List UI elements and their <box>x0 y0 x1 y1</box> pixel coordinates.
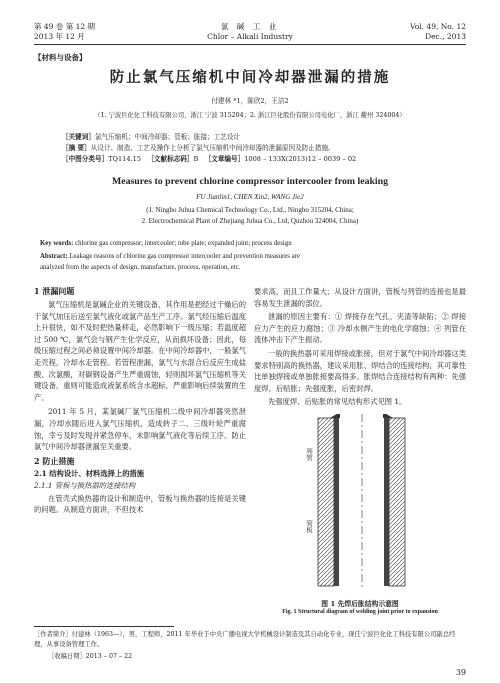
left-column <box>34 286 246 516</box>
footnote-received-date: ［收稿日期］2013 – 07 – 22 <box>48 653 133 660</box>
keywords-en <box>40 240 460 247</box>
header-vol-en: Vol. 49, No. 12 <box>410 22 466 31</box>
paper-title-en: Measures to prevent chlorine compressor intercooler from leaking <box>112 176 388 187</box>
paper-title-cn: 防止氯气压缩机中间冷却器泄漏的措施 <box>109 69 391 86</box>
clc-value: TQ114.15 <box>108 155 142 163</box>
right-paragraph-2: 泄漏的原因主要有：① 焊接存在气孔、夹渣等缺陷；② 焊接应力产生的应力腐蚀；③ 冷却水侧产生的电化学腐蚀；④ 列管在流体冲击下产生振动。 <box>254 312 466 345</box>
category-tag: 【材料与设备】 <box>34 53 87 62</box>
article-no-value: 1008 – 133X(2013)12 – 0039 – 02 <box>244 155 357 163</box>
left-paragraph-2: 2011 年 5 月，某氯碱厂氯气压缩机二级中间冷却器突然泄漏，冷却水随后进入氯气压缩机，造成转子二、三级叶轮严重腐蚀，幸亏及时发现并紧急停车，未影响氯气液化等后续工序。防止氯气中间冷却器泄漏至关重要。 <box>34 407 246 452</box>
figure-label-plate: 管板 <box>305 520 313 533</box>
footnote-rule <box>34 626 174 627</box>
figure-label-tube: 列管 <box>305 448 313 461</box>
doc-code-value: B <box>193 155 199 163</box>
figure-caption-cn: 图 1 先焊后胀结构示意图 <box>321 600 399 608</box>
keywords-en-text: chlorine gas compressor; intercooler; tube plate; expanded joint; process design <box>75 240 292 247</box>
header-rule <box>34 44 466 45</box>
keywords-cn-text: 氯气压缩机；中间冷却器；管板；胀接；工艺设计 <box>94 133 241 141</box>
affiliation-cn: （1. 宁波巨化化工科技有限公司，浙江 宁波 315204；2. 浙江巨化股份有限公司电化厂，浙江 衢州 324004） <box>94 112 406 119</box>
abstract-en-2: analyzed from the aspects of design, manufacture, process, operation, etc. <box>40 264 241 271</box>
authors-cn: 付建林 *1，陈欣2，王洁2 <box>211 97 289 105</box>
left-paragraph-3: 在管壳式换热器的设计和制造中，管板与换热器的连接是关键的问题。从制造方面讲，不但技术 <box>34 493 246 515</box>
tube-wall-right <box>384 418 389 586</box>
footnote-author-bio: ［作者简介］付建林（1963—），男，工程师，2011 年毕业于中央广播电视大学机械设计制造及其自动化专业，现任宁波巨化化工科技有限公司副总经理，从事设备管理工作。 <box>34 631 456 648</box>
abstract-cn-label: ［摘 要］ <box>62 144 91 152</box>
tube-plate-shape <box>318 418 334 586</box>
doc-code-label: ［文献标志码］ <box>147 155 194 163</box>
figure-1-diagram <box>300 414 440 592</box>
clc-label: ［中图分类号］ <box>62 155 109 163</box>
section-2-1-1-heading: 2.1.1 管板与换热器的连接结构 <box>34 480 136 490</box>
authors-en: FU Jianlin1, CHEN Xin2, WANG Jie2 <box>196 193 304 201</box>
section-2-heading: 2 防止措施 <box>34 455 75 466</box>
figure-caption-en: Fig. 1 Structural diagram of welding joint prior to expansion <box>282 609 438 615</box>
page-number: 39 <box>455 668 466 677</box>
abstract-en-label: Abstract: <box>40 253 68 260</box>
tube-wall-left <box>334 418 339 586</box>
article-no-label: ［文章编号］ <box>204 155 245 163</box>
right-paragraph-4: 先强度焊、后贴胀的常见结构形式见图 1。 <box>268 397 407 407</box>
tube-plate-right <box>389 418 405 586</box>
section-1-heading: 1 泄漏问题 <box>34 286 75 296</box>
right-paragraph-1: 要求高，而且工作量大；从设计方面讲，管板与列管的连接也是最容易发生泄漏的部位。 <box>254 287 466 308</box>
affiliation-en-1: (1. Ningbo Juhua Chemical Technology Co., Ltd., Ningbo 315204, China; <box>146 206 354 214</box>
weld-bead <box>330 414 393 418</box>
header-date-en: Dec., 2013 <box>425 32 466 41</box>
classification-line <box>62 154 482 165</box>
header-journal-cn: 氯 碱 工 业 <box>220 22 280 31</box>
abstract-cn-text: 从设计、制造、工艺及操作上分析了氯气压缩机中间冷却器的泄漏原因及防止措施。 <box>90 144 335 152</box>
right-paragraph-3: 一般的换热器可采用焊接或胀接，但对于氯气中间冷却器这类要求特别高的换热器，建议采用胀、焊结合的连接结构，其可靠性比单独焊接或单独胀接要高得多。胀焊结合连接结构有两种：先强度焊，后贴胀；先强度胀，后密封焊。 <box>254 348 466 393</box>
keywords-cn-label: ［关键词］ <box>62 133 95 141</box>
abstract-en-text-1: Leakage reasons of chlorine gas compressor intercooler and prevention measures are <box>69 253 300 260</box>
affiliation-en-2: 2. Electrochemical Plant of Zhejiang Juhua Co., Ltd, Quzhou 324004, China) <box>141 217 359 225</box>
left-paragraph-1: 氯气压缩机是氯碱企业的关键设备，其作用是把经过干燥后的干氯气加压后送至氯气液化或氯产品生产工序。氯气经压缩后温度上升很快，如不及时把热量移走，必然影响下一级压缩；若温度超过 500 ℃，氯气会与钢产生化学反应，从而损坏设备；因此，每级压缩过程之间必须设置中间冷却器。在中间冷却器中，一般氯气走壳程，冷却水走管程。若管程泄漏，氯气与水混合后反应生成盐酸、次氯酸，对碳钢设备产生严重腐蚀，轻则损坏氯气压缩机等关键设备，重则可能造成液氯系统含水超标，严重影响后续装置的生产。 <box>34 300 246 402</box>
header-journal-en: Chlor – Alkali Industry <box>207 32 293 41</box>
abstract-cn <box>62 143 462 154</box>
section-2-1-heading: 2.1 结构设计、材料选择上的措施 <box>34 468 145 478</box>
abstract-en-1 <box>40 253 460 260</box>
right-column <box>254 286 466 408</box>
keywords-en-label: Key words: <box>40 240 74 247</box>
header-date: 2013 年 12 月 <box>34 32 85 41</box>
header-volume: 第 49 卷 第 12 期 <box>34 22 96 31</box>
keywords-cn <box>62 132 462 143</box>
